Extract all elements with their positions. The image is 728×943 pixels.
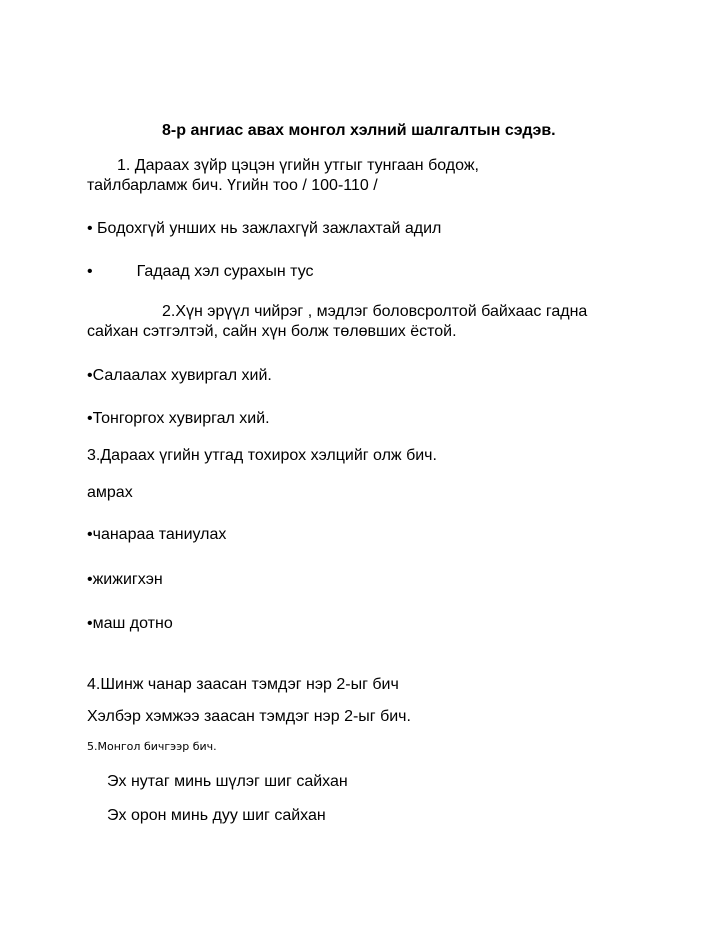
q3-bullet3: •маш дотно <box>87 615 173 632</box>
q3-line1: 3.Дараах үгийн утгад тохирох хэлцийг олж бич. <box>87 447 437 464</box>
q1-line2: тайлбарламж бич. Үгийн тоо / 100-110 / <box>87 177 378 194</box>
q5-verse1: Эх нутаг минь шүлэг шиг сайхан <box>107 773 348 790</box>
q2-bullet1: •Салаалах хувиргал хий. <box>87 367 272 384</box>
q5-verse2: Эх орон минь дуу шиг сайхан <box>107 807 326 824</box>
q4-line2: Хэлбэр хэмжээ заасан тэмдэг нэр 2-ыг бич. <box>87 708 411 725</box>
q3-bullet1: •чанараа таниулах <box>87 526 227 543</box>
q1-bullet1: • Бодохгүй унших нь зажлахгүй зажлахтай адил <box>87 220 442 237</box>
q3-bullet2: •жижигхэн <box>87 571 163 588</box>
q1-bullet2-text: Гадаад хэл сурахын тус <box>136 263 314 280</box>
q3-word: амрах <box>87 484 133 501</box>
q2-line2: сайхан сэтгэлтэй, сайн хүн болж төлөвших ёстой. <box>87 323 457 340</box>
q1-line1: 1. Дараах зүйр цэцэн үгийн утгыг тунгаан бодож, <box>117 157 479 174</box>
q1-bullet2 <box>87 262 314 281</box>
bullet-mark: • <box>87 263 93 280</box>
document-title: 8-р ангиас авах монгол хэлний шалгалтын сэдэв. <box>162 122 556 139</box>
q2-bullet2: •Тонгоргох хувиргал хий. <box>87 410 270 427</box>
q2-line1: 2.Хүн эрүүл чийрэг , мэдлэг боловсролтой байхаас гадна <box>162 303 588 320</box>
q5-heading: 5.Монгол бичгээр бич. <box>87 740 217 753</box>
q4-line1: 4.Шинж чанар заасан тэмдэг нэр 2-ыг бич <box>87 676 399 693</box>
